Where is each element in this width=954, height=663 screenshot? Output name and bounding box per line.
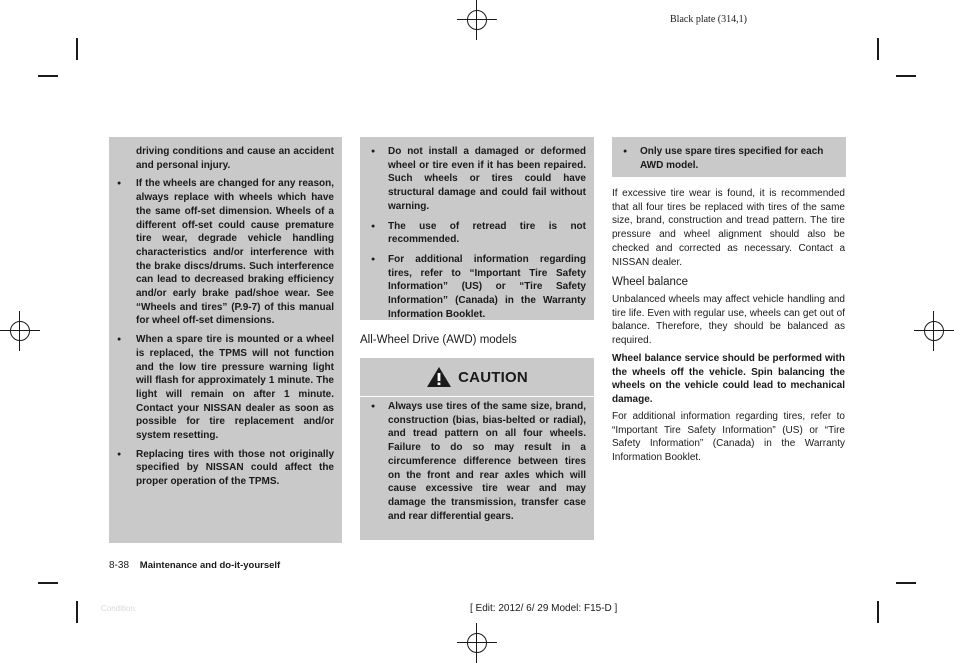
caution-label: CAUTION — [458, 368, 528, 386]
crop-mark — [38, 582, 58, 584]
registration-mark-icon — [0, 311, 40, 351]
list-item: ● If the wheels are changed for any reason, always replace with wheels which have the same off-set dimension. Wheels of a different off-set could cause premature tire wear, degrade vehicle handling characteristics and/or interference with the brake discs/drums. Such interference can lead to decreased braking efficiency and/or early brake pad/shoe wear. See “Wheels and tires” (P.9-7) of this manual for wheel off-set dimensions. — [109, 177, 334, 328]
list-item: ● Only use spare tires specified for each AWD model. — [618, 145, 838, 172]
warning-box-col1 — [109, 137, 342, 543]
wheel-balance-warning: Wheel balance service should be performed with the wheels off the vehicle. Spin balancing the wheels on the vehicle could lead to mechanical damage. — [612, 353, 845, 406]
warning-box-col3 — [612, 137, 846, 177]
edit-info: [ Edit: 2012/ 6/ 29 Model: F15-D ] — [470, 603, 618, 614]
warning-list — [618, 145, 838, 172]
warning-box-col2 — [360, 137, 594, 320]
wheel-balance-heading: Wheel balance — [612, 276, 689, 288]
crop-mark — [877, 601, 879, 623]
awd-heading: All-Wheel Drive (AWD) models — [360, 334, 517, 346]
crop-mark — [896, 75, 916, 77]
tire-wear-paragraph: If excessive tire wear is found, it is recommended that all four tires be replaced with tires of the same size, brand, construction and tread pattern. The tire pressure and wheel alignment should also be checked and corrected as necessary. Contact a NISSAN dealer. — [612, 188, 845, 268]
warning-triangle-icon — [426, 366, 452, 388]
registration-mark-icon — [457, 0, 497, 40]
caution-list — [366, 400, 586, 523]
list-item: ● For additional information regarding tires, refer to “Important Tire Safety Information” (US) or “Tire Safety Information” (Canada) in the Warranty Information Booklet. — [366, 253, 586, 322]
condition-label: Condition: — [101, 604, 138, 613]
section-title: Maintenance and do-it-yourself — [139, 560, 281, 571]
crop-mark — [76, 601, 78, 623]
list-item: ● When a spare tire is mounted or a wheel is replaced, the TPMS will not function and the low tire pressure warning light will flash for approximately 1 minute. The light will remain on after 1 minute. Contact your NISSAN dealer as soon as possible for tire replacement and/or system resetting. — [109, 333, 334, 443]
plate-label: Black plate (314,1) — [670, 14, 747, 25]
crop-mark — [896, 582, 916, 584]
tire-info-paragraph: For additional information regarding tires, refer to “Important Tire Safety Information” (US) or “Tire Safety Information” (Canada) in the Warranty Information Booklet. — [612, 411, 845, 464]
registration-mark-icon — [457, 623, 497, 663]
crop-mark — [877, 38, 879, 60]
page-footer — [109, 560, 280, 571]
crop-mark — [38, 75, 58, 77]
list-item: ● Replacing tires with those not originally specified by NISSAN could affect the proper operation of the TPMS. — [109, 448, 334, 489]
continuation-text: driving conditions and cause an accident and personal injury. — [136, 146, 334, 171]
box-border — [594, 137, 595, 320]
warning-list — [366, 145, 586, 321]
warning-list — [109, 177, 334, 488]
list-item: ● Do not install a damaged or deformed wheel or tire even if it has been repaired. Such wheels or tires could have structural damage and could fail without warning. — [366, 145, 586, 214]
page-number: 8-38 — [109, 560, 130, 571]
caution-box — [360, 397, 594, 540]
crop-mark — [76, 38, 78, 60]
registration-mark-icon — [914, 311, 954, 351]
list-item: ● The use of retread tire is not recommended. — [366, 220, 586, 247]
wheel-balance-paragraph: Unbalanced wheels may affect vehicle handling and tire life. Even with regular use, wheels can get out of balance. Therefore, they should be balanced as required. — [612, 294, 845, 347]
caution-header — [360, 358, 594, 396]
list-item: ● Always use tires of the same size, brand, construction (bias, bias-belted or radial), and tread pattern on all four wheels. Failure to do so may result in a circumference difference between tires on the front and rear axles which will cause excessive tire wear and may damage the transmission, transfer case and rear differential gears. — [366, 400, 586, 523]
